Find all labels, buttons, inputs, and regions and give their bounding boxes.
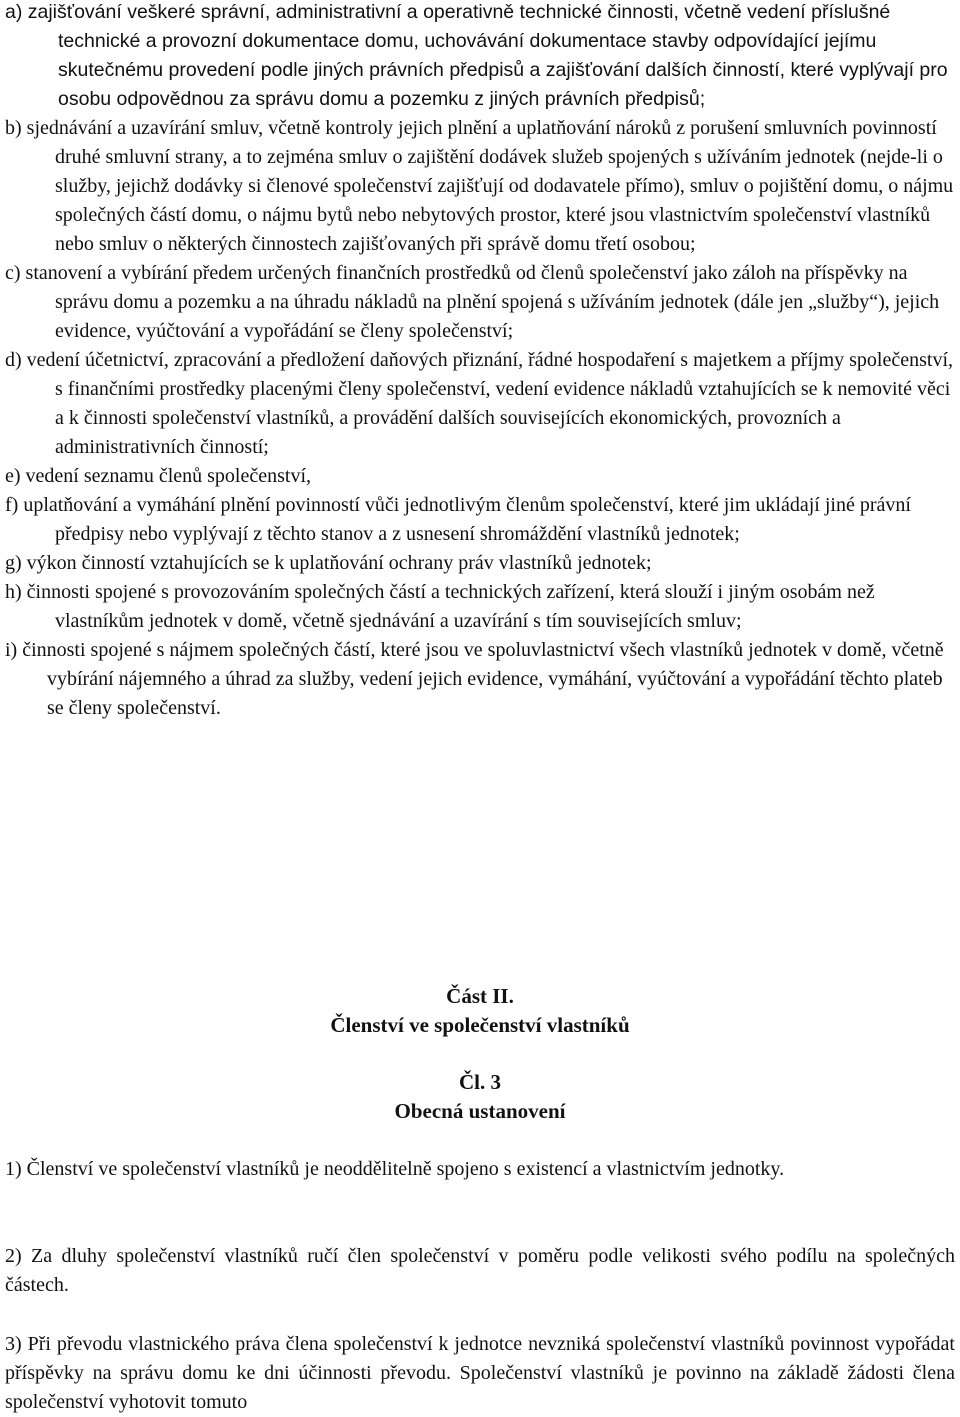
- part-title: Členství ve společenství vlastníků: [330, 1013, 630, 1037]
- list-item: c) stanovení a vybírání předem určených finančních prostředků od členů společenství jako záloh na příspěvky na správu domu a pozemku a na úhradu nákladů na plnění spojená s užíváním jednotek (dále jen „služby“), jejich evidence, vyúčtování a vypořádání se členy společenství;: [5, 262, 940, 342]
- list-item: f) uplatňování a vymáhání plnění povinností vůči jednotlivým členům společenství, které jim ukládají jiné právní předpisy nebo vyplývají z těchto stanov a z usnesení shromáždění vlastníků jednotek;: [5, 494, 911, 545]
- paragraph-3: 3) Při převodu vlastnického práva člena společenství k jednotce nevzniká společenství vlastníků povinnost vypořádat příspěvky na správu domu ke dni účinnosti převodu. Společenství vlastníků je povinno na základě žádosti člena společenství vyhotovit tomuto: [5, 1333, 955, 1413]
- article-number: Čl. 3: [459, 1070, 501, 1094]
- article-title: Obecná ustanovení: [394, 1099, 566, 1123]
- list-item: h) činnosti spojené s provozováním společných částí a technických zařízení, která slouží i jiným osobám než vlastníkům jednotek v domě, včetně sjednávání a uzavírání s tím souvisejících smluv;: [5, 581, 875, 632]
- paragraph-1: 1) Členství ve společenství vlastníků je neoddělitelně spojeno s existencí a vlastnictvím jednotky.: [5, 1158, 785, 1180]
- part-number: Část II.: [446, 984, 514, 1008]
- list-item: a) zajišťování veškeré správní, administrativní a operativně technické činnosti, včetně vedení příslušné technické a provozní dokumentace domu, uchovávání dokumentace stavby odpovídající jejímu skutečnému provedení podle jiných právních předpisů a zajišťování dalších činností, které vyplývají pro osobu odpovědnou za správu domu a pozemku z jiných právních předpisů;: [5, 1, 948, 110]
- list-item: b) sjednávání a uzavírání smluv, včetně kontroly jejich plnění a uplatňování nároků z porušení smluvních povinností druhé smluvní strany, a to zejména smluv o zajištění dodávek služeb spojených s užíváním jednotek (nejde-li o služby, jejichž dodávky si členové společenství zajišťují od dodavatele přímo), smluv o pojištění domu, o nájmu společných částí domu, o nájmu bytů nebo nebytových prostor, které jsou vlastnictvím společenství vlastníků nebo smluv o některých činnostech zajišťovaných při správě domu třetí osobou;: [5, 117, 954, 255]
- list-item: i) činnosti spojené s nájmem společných částí, které jsou ve spoluvlastnictví všech vlastníků jednotek v domě, včetně vybírání nájemného a úhrad za služby, vedení jejich evidence, vymáhání, vyúčtování a vypořádání těchto plateb se členy společenství.: [5, 639, 944, 719]
- list-item: d) vedení účetnictví, zpracování a předložení daňových přiznání, řádné hospodaření s majetkem a příjmy společenství, s finančními prostředky placenými členy společenství, vedení evidence nákladů vztahujících se k nemovité věci a k činnosti společenství vlastníků, a provádění dalších souvisejících ekonomických, provozních a administrativních činností;: [5, 349, 953, 458]
- article-heading: [0, 1068, 960, 1126]
- list-item: g) výkon činností vztahujících se k uplatňování ochrany práv vlastníků jednotek;: [5, 552, 652, 574]
- part-heading: [0, 982, 960, 1040]
- paragraph-2: 2) Za dluhy společenství vlastníků ručí člen společenství v poměru podle velikosti svého podílu na společných částech.: [5, 1245, 955, 1296]
- list-item: e) vedení seznamu členů společenství,: [5, 465, 311, 487]
